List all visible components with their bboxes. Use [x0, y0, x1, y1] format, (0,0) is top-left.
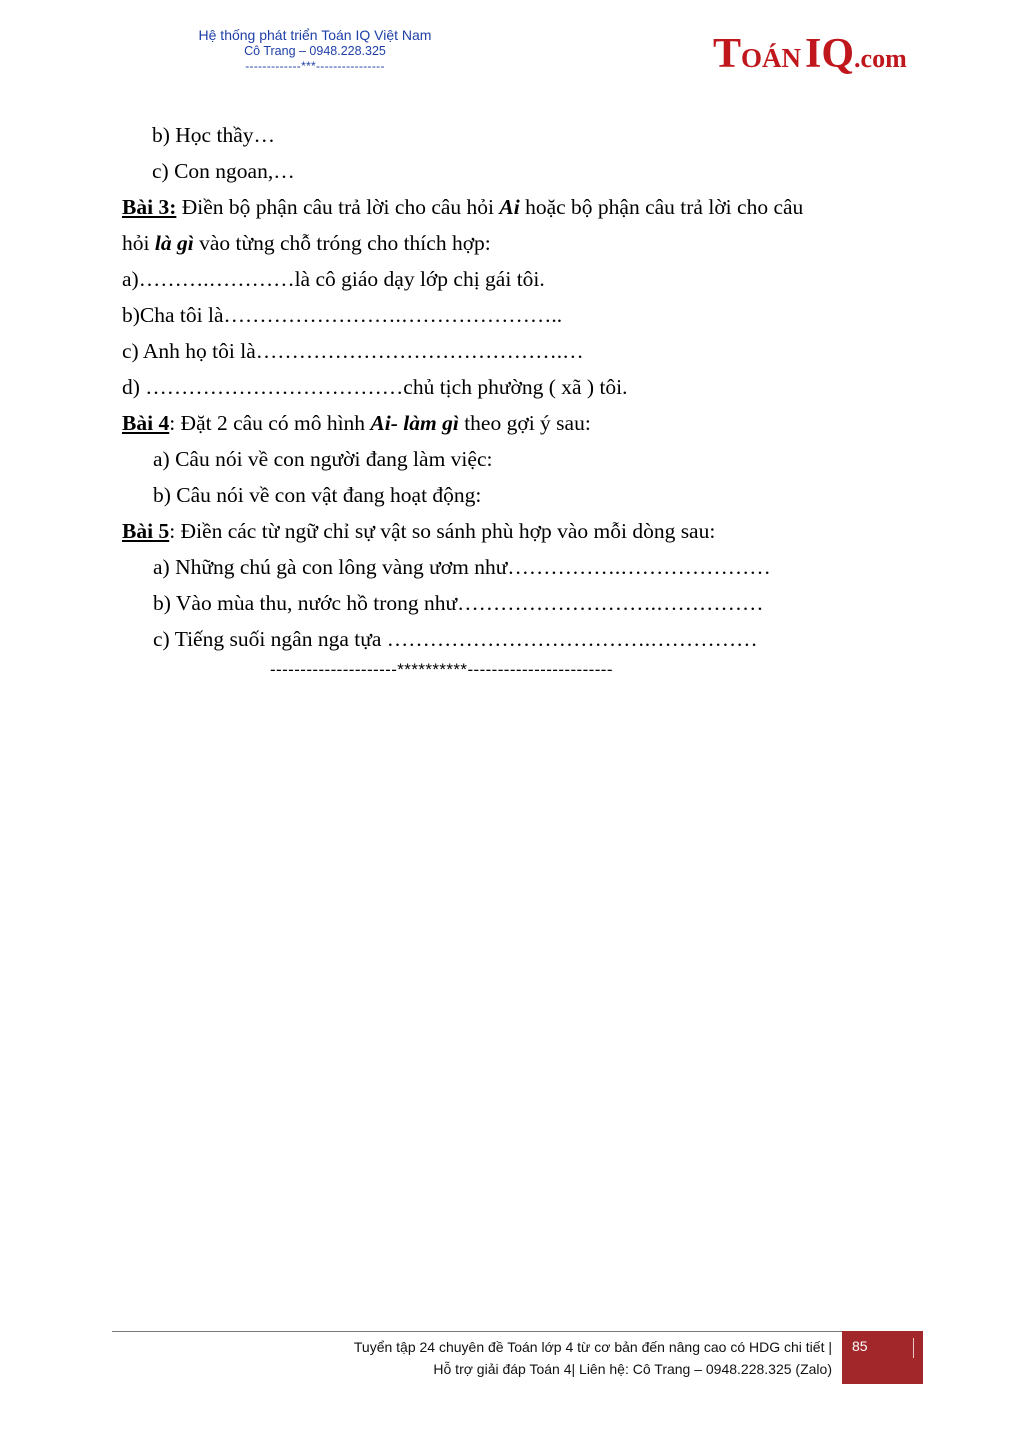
header-org-name: Hệ thống phát triển Toán IQ Việt Nam — [198, 27, 432, 43]
exercise-3-heading-cont: hỏi là gì vào từng chỗ tróng cho thích hợp: — [122, 231, 491, 255]
toaniq-logo: TOÁNIQ.com — [713, 31, 907, 77]
section-separator: ---------------------**********------------------------ — [270, 660, 613, 679]
page-box-divider — [913, 1338, 914, 1358]
exercise-3-item-c: c) Anh họ tôi là…………………………………….… — [122, 339, 584, 363]
list-item: b) Học thầy… — [152, 123, 275, 147]
worksheet-content — [122, 117, 912, 657]
exercise-5-heading: Bài 5: Điền các từ ngữ chỉ sự vật so sánh phù hợp vào mỗi dòng sau: — [122, 519, 716, 543]
footer-line-2: Hỗ trợ giải đáp Toán 4| Liên hệ: Cô Trang – 0948.228.325 (Zalo) — [433, 1361, 832, 1377]
exercise-4-item-b: b) Câu nói về con vật đang hoạt động: — [153, 483, 482, 507]
header-contact: Cô Trang – 0948.228.325 — [244, 44, 386, 58]
header-divider: -------------***---------------- — [245, 59, 385, 73]
exercise-3-heading: Bài 3: Điền bộ phận câu trả lời cho câu hỏi Ai hoặc bộ phận câu trả lời cho câu — [122, 195, 804, 219]
header-info — [170, 27, 460, 73]
footer-line-1: Tuyển tập 24 chuyên đề Toán lớp 4 từ cơ bản đến nâng cao có HDG chi tiết | — [353, 1339, 832, 1355]
exercise-4-heading: Bài 4: Đặt 2 câu có mô hình Ai- làm gì theo gợi ý sau: — [122, 411, 591, 435]
exercise-5-item-a: a) Những chú gà con lông vàng ươm như…………….………………… — [153, 555, 771, 579]
footer-text — [250, 1336, 832, 1380]
exercise-4-item-a: a) Câu nói về con người đang làm việc: — [153, 447, 493, 471]
exercise-3-item-d: d) ………………………………chủ tịch phường ( xã ) tôi. — [122, 375, 628, 399]
page-number: 85 — [852, 1338, 868, 1354]
exercise-3-item-a: a)……….…………là cô giáo dạy lớp chị gái tôi. — [122, 267, 545, 291]
footer-divider — [112, 1331, 844, 1332]
exercise-5-item-b: b) Vào mùa thu, nước hồ trong như……………………….…………… — [153, 591, 764, 615]
list-item: c) Con ngoan,… — [152, 159, 295, 183]
exercise-5-item-c: c) Tiếng suối ngân nga tựa ……………………………….…………… — [153, 627, 758, 651]
exercise-3-item-b: b)Cha tôi là…………………….………………….. — [122, 303, 563, 327]
